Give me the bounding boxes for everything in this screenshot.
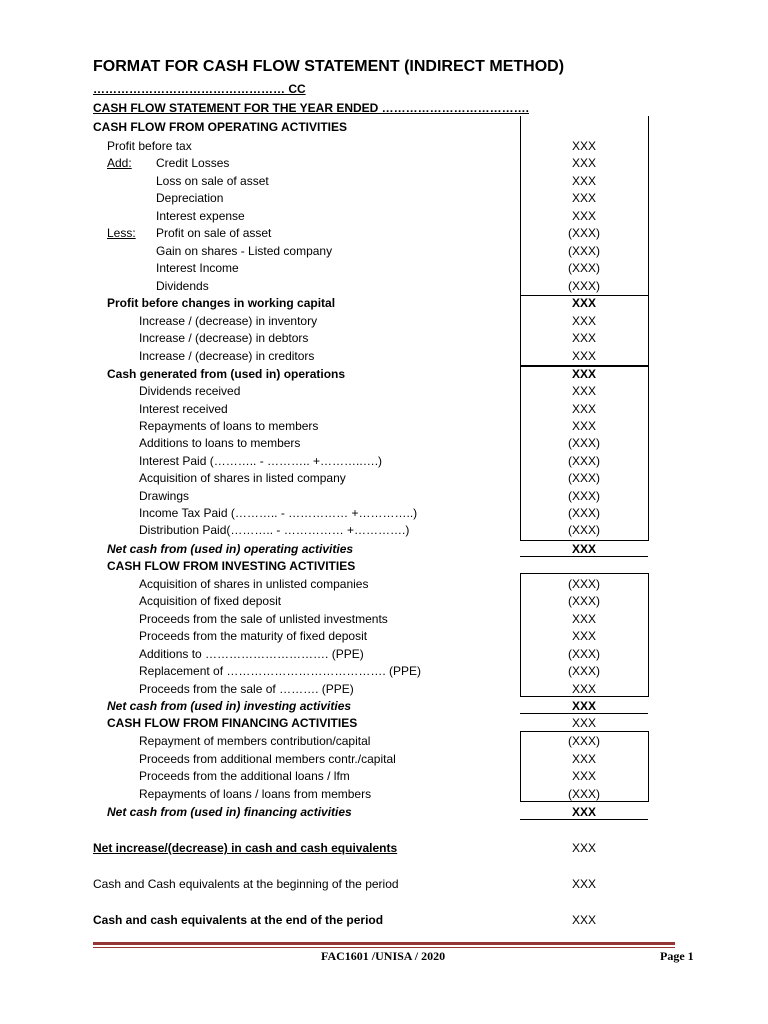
row-value: XXX (571, 612, 596, 626)
row-value: XXX (571, 314, 596, 328)
row-label: Interest Paid (……….. - ……….. +………..….) (139, 454, 383, 468)
cash-generated-label: Cash generated from (used in) operations (107, 367, 346, 381)
row-value: XXX (571, 752, 596, 766)
net-increase-label: Net increase/(decrease) in cash and cash equivalents (93, 841, 398, 855)
document-title: FORMAT FOR CASH FLOW STATEMENT (INDIRECT METHOD) (93, 58, 565, 75)
row-label: Repayments of loans / loans from members (139, 787, 372, 801)
add-prefix: Add: (107, 156, 132, 170)
cash-generated-value: XXX (571, 367, 596, 381)
profit-before-wc-value: XXX (571, 296, 596, 310)
row-value: (XXX) (567, 244, 600, 258)
net-financing-value: XXX (571, 805, 596, 819)
row-label: Proceeds from the additional loans / lfm (139, 769, 350, 783)
row-value: (XXX) (567, 787, 600, 801)
row-value: XXX (571, 191, 596, 205)
row-value: XXX (571, 349, 596, 363)
end-cash-value: XXX (571, 913, 596, 927)
net-operating-value: XXX (571, 542, 596, 556)
row-label: Increase / (decrease) in inventory (139, 314, 318, 328)
beginning-cash-label: Cash and Cash equivalents at the beginning of the period (93, 877, 399, 891)
profit-before-wc-label: Profit before changes in working capital (107, 296, 336, 310)
row-value: (XXX) (567, 577, 600, 591)
net-investing-underline (520, 713, 648, 714)
row-value: (XXX) (567, 454, 600, 468)
net-investing-value: XXX (571, 699, 596, 713)
row-label: Proceeds from the sale of ………. (PPE) (139, 682, 354, 696)
row-label: Proceeds from additional members contr./capital (139, 752, 396, 766)
row-label: Proceeds from the maturity of fixed deposit (139, 629, 368, 643)
statement-subtitle: CASH FLOW STATEMENT FOR THE YEAR ENDED ………………………………. (93, 101, 530, 115)
row-label: Depreciation (156, 191, 224, 205)
row-label: Acquisition of fixed deposit (139, 594, 282, 608)
row-value: (XXX) (567, 647, 600, 661)
row-value: (XXX) (567, 261, 600, 275)
row-label: Interest received (139, 402, 228, 416)
row-value: (XXX) (567, 594, 600, 608)
row-value: (XXX) (567, 734, 600, 748)
row-label: Acquisition of shares in listed company (139, 471, 346, 485)
net-increase-value: XXX (571, 841, 596, 855)
row-value: (XXX) (567, 489, 600, 503)
investing-heading: CASH FLOW FROM INVESTING ACTIVITIES (107, 559, 356, 573)
footer-course: FAC1601 /UNISA / 2020 (321, 949, 446, 963)
net-operating-underline (520, 556, 648, 557)
beginning-cash-value: XXX (571, 877, 596, 891)
row-value: XXX (571, 139, 596, 153)
row-label: Gain on shares - Listed company (156, 244, 333, 258)
row-label: Loss on sale of asset (156, 174, 269, 188)
net-investing-label: Net cash from (used in) investing activities (107, 699, 352, 713)
row-value: (XXX) (567, 664, 600, 678)
row-label: Dividends received (139, 384, 241, 398)
amount-column-right-rule (648, 116, 649, 296)
row-label: Increase / (decrease) in debtors (139, 331, 309, 345)
row-label: Acquisition of shares in unlisted companies (139, 577, 369, 591)
end-cash-label: Cash and cash equivalents at the end of the period (93, 913, 384, 927)
row-value: (XXX) (567, 226, 600, 240)
less-prefix: Less: (107, 226, 136, 240)
row-label: Additions to …………………………. (PPE) (139, 647, 364, 661)
cc-line: ………………………………………… CC (93, 82, 306, 96)
row-value: (XXX) (567, 523, 600, 537)
row-label: Profit on sale of asset (156, 226, 272, 240)
row-label: Credit Losses (156, 156, 230, 170)
row-label: Drawings (139, 489, 190, 503)
row-label: Interest Income (156, 261, 239, 275)
net-financing-underline (520, 819, 648, 820)
row-label: Interest expense (156, 209, 245, 223)
footer-page: Page 1 (660, 949, 694, 963)
row-value: XXX (571, 682, 596, 696)
row-label: Proceeds from the sale of unlisted investments (139, 612, 388, 626)
net-operating-label: Net cash from (used in) operating activities (107, 542, 354, 556)
row-label: Additions to loans to members (139, 436, 301, 450)
row-value: XXX (571, 174, 596, 188)
row-label: Repayment of members contribution/capital (139, 734, 371, 748)
row-label: Repayments of loans to members (139, 419, 319, 433)
row-label: Income Tax Paid (……….. - …………… +…………..) (139, 506, 418, 520)
row-value: XXX (571, 156, 596, 170)
operating-heading: CASH FLOW FROM OPERATING ACTIVITIES (93, 120, 347, 134)
row-label: Increase / (decrease) in creditors (139, 349, 315, 363)
row-value: XXX (571, 419, 596, 433)
financing-heading: CASH FLOW FROM FINANCING ACTIVITIES (107, 716, 358, 730)
row-value: XXX (571, 769, 596, 783)
row-value: XXX (571, 384, 596, 398)
row-value: XXX (571, 331, 596, 345)
row-value: (XXX) (567, 279, 600, 293)
row-label: Dividends (156, 279, 209, 293)
footer-rule-thick (93, 942, 675, 945)
row-label: Replacement of …………………………………. (PPE) (139, 664, 422, 678)
net-financing-label: Net cash from (used in) financing activities (107, 805, 352, 819)
row-value: (XXX) (567, 471, 600, 485)
row-value: XXX (571, 209, 596, 223)
row-label: Profit before tax (107, 139, 192, 153)
row-value: (XXX) (567, 506, 600, 520)
footer-rule-thin (93, 947, 675, 948)
row-value: (XXX) (567, 436, 600, 450)
row-value: XXX (571, 402, 596, 416)
row-label: Distribution Paid(……….. - …………… +………….) (139, 523, 410, 537)
financing-heading-value: XXX (571, 716, 596, 730)
row-value: XXX (571, 629, 596, 643)
